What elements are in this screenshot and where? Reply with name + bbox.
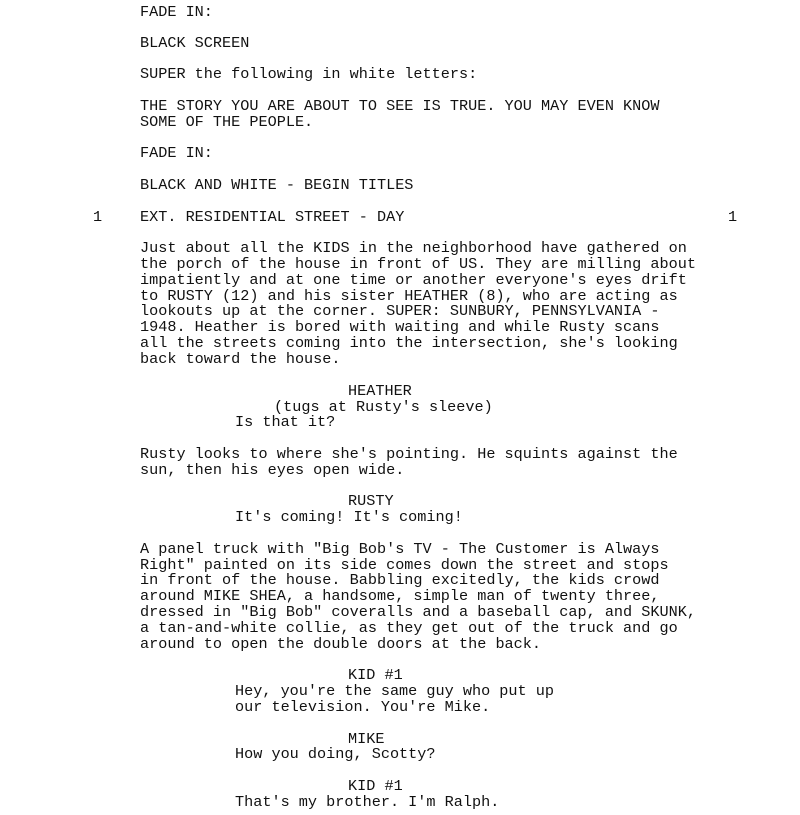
action-line: dressed in "Big Bob" coveralls and a baseball cap, and SKUNK, bbox=[140, 603, 696, 621]
action-line: all the streets coming into the intersection, she's looking bbox=[140, 334, 678, 352]
character-name: KID #1 bbox=[348, 666, 403, 684]
action-line: SOME OF THE PEOPLE. bbox=[140, 113, 314, 131]
dialogue-line: That's my brother. I'm Ralph. bbox=[235, 793, 500, 811]
action-line: Right" painted on its side comes down the street and stops bbox=[140, 556, 669, 574]
action-line: BLACK SCREEN bbox=[140, 34, 250, 52]
dialogue-line: our television. You're Mike. bbox=[235, 698, 491, 716]
dialogue-line: Is that it? bbox=[235, 413, 336, 431]
scene-number-left: 1 bbox=[93, 208, 103, 226]
parenthetical: (tugs at Rusty's sleeve) bbox=[274, 398, 493, 416]
dialogue-line: How you doing, Scotty? bbox=[235, 745, 436, 763]
character-name: MIKE bbox=[348, 730, 385, 748]
action-line: Rusty looks to where she's pointing. He squints against the bbox=[140, 445, 678, 463]
action-line: 1948. Heather is bored with waiting and while Rusty scans bbox=[140, 318, 660, 336]
action-line: sun, then his eyes open wide. bbox=[140, 461, 405, 479]
action-line: the porch of the house in front of US. They are milling about bbox=[140, 255, 696, 273]
action-line: around to open the double doors at the back. bbox=[140, 635, 542, 653]
action-line: back toward the house. bbox=[140, 350, 341, 368]
character-name: HEATHER bbox=[348, 382, 412, 400]
transition-fade-in: FADE IN: bbox=[140, 144, 213, 162]
character-name: KID #1 bbox=[348, 777, 403, 795]
transition-fade-in: FADE IN: bbox=[140, 3, 213, 21]
action-line: THE STORY YOU ARE ABOUT TO SEE IS TRUE. YOU MAY EVEN KNOW bbox=[140, 97, 660, 115]
character-name: RUSTY bbox=[348, 492, 394, 510]
action-line: A panel truck with "Big Bob's TV - The Customer is Always bbox=[140, 540, 660, 558]
dialogue-line: It's coming! It's coming! bbox=[235, 508, 463, 526]
scene-heading: EXT. RESIDENTIAL STREET - DAY bbox=[140, 208, 405, 226]
action-line: in front of the house. Babbling excitedly, the kids crowd bbox=[140, 571, 660, 589]
action-line: to RUSTY (12) and his sister HEATHER (8), who are acting as bbox=[140, 287, 678, 305]
scene-number-right: 1 bbox=[728, 208, 738, 226]
action-line: BLACK AND WHITE - BEGIN TITLES bbox=[140, 176, 414, 194]
dialogue-line: Hey, you're the same guy who put up bbox=[235, 682, 554, 700]
action-line: SUPER the following in white letters: bbox=[140, 65, 478, 83]
action-line: around MIKE SHEA, a handsome, simple man of twenty three, bbox=[140, 587, 660, 605]
action-line: impatiently and at one time or another everyone's eyes drift bbox=[140, 271, 687, 289]
action-line: lookouts up at the corner. SUPER: SUNBURY, PENNSYLVANIA - bbox=[140, 302, 660, 320]
action-line: a tan-and-white collie, as they get out of the truck and go bbox=[140, 619, 678, 637]
action-line: Just about all the KIDS in the neighborhood have gathered on bbox=[140, 239, 687, 257]
